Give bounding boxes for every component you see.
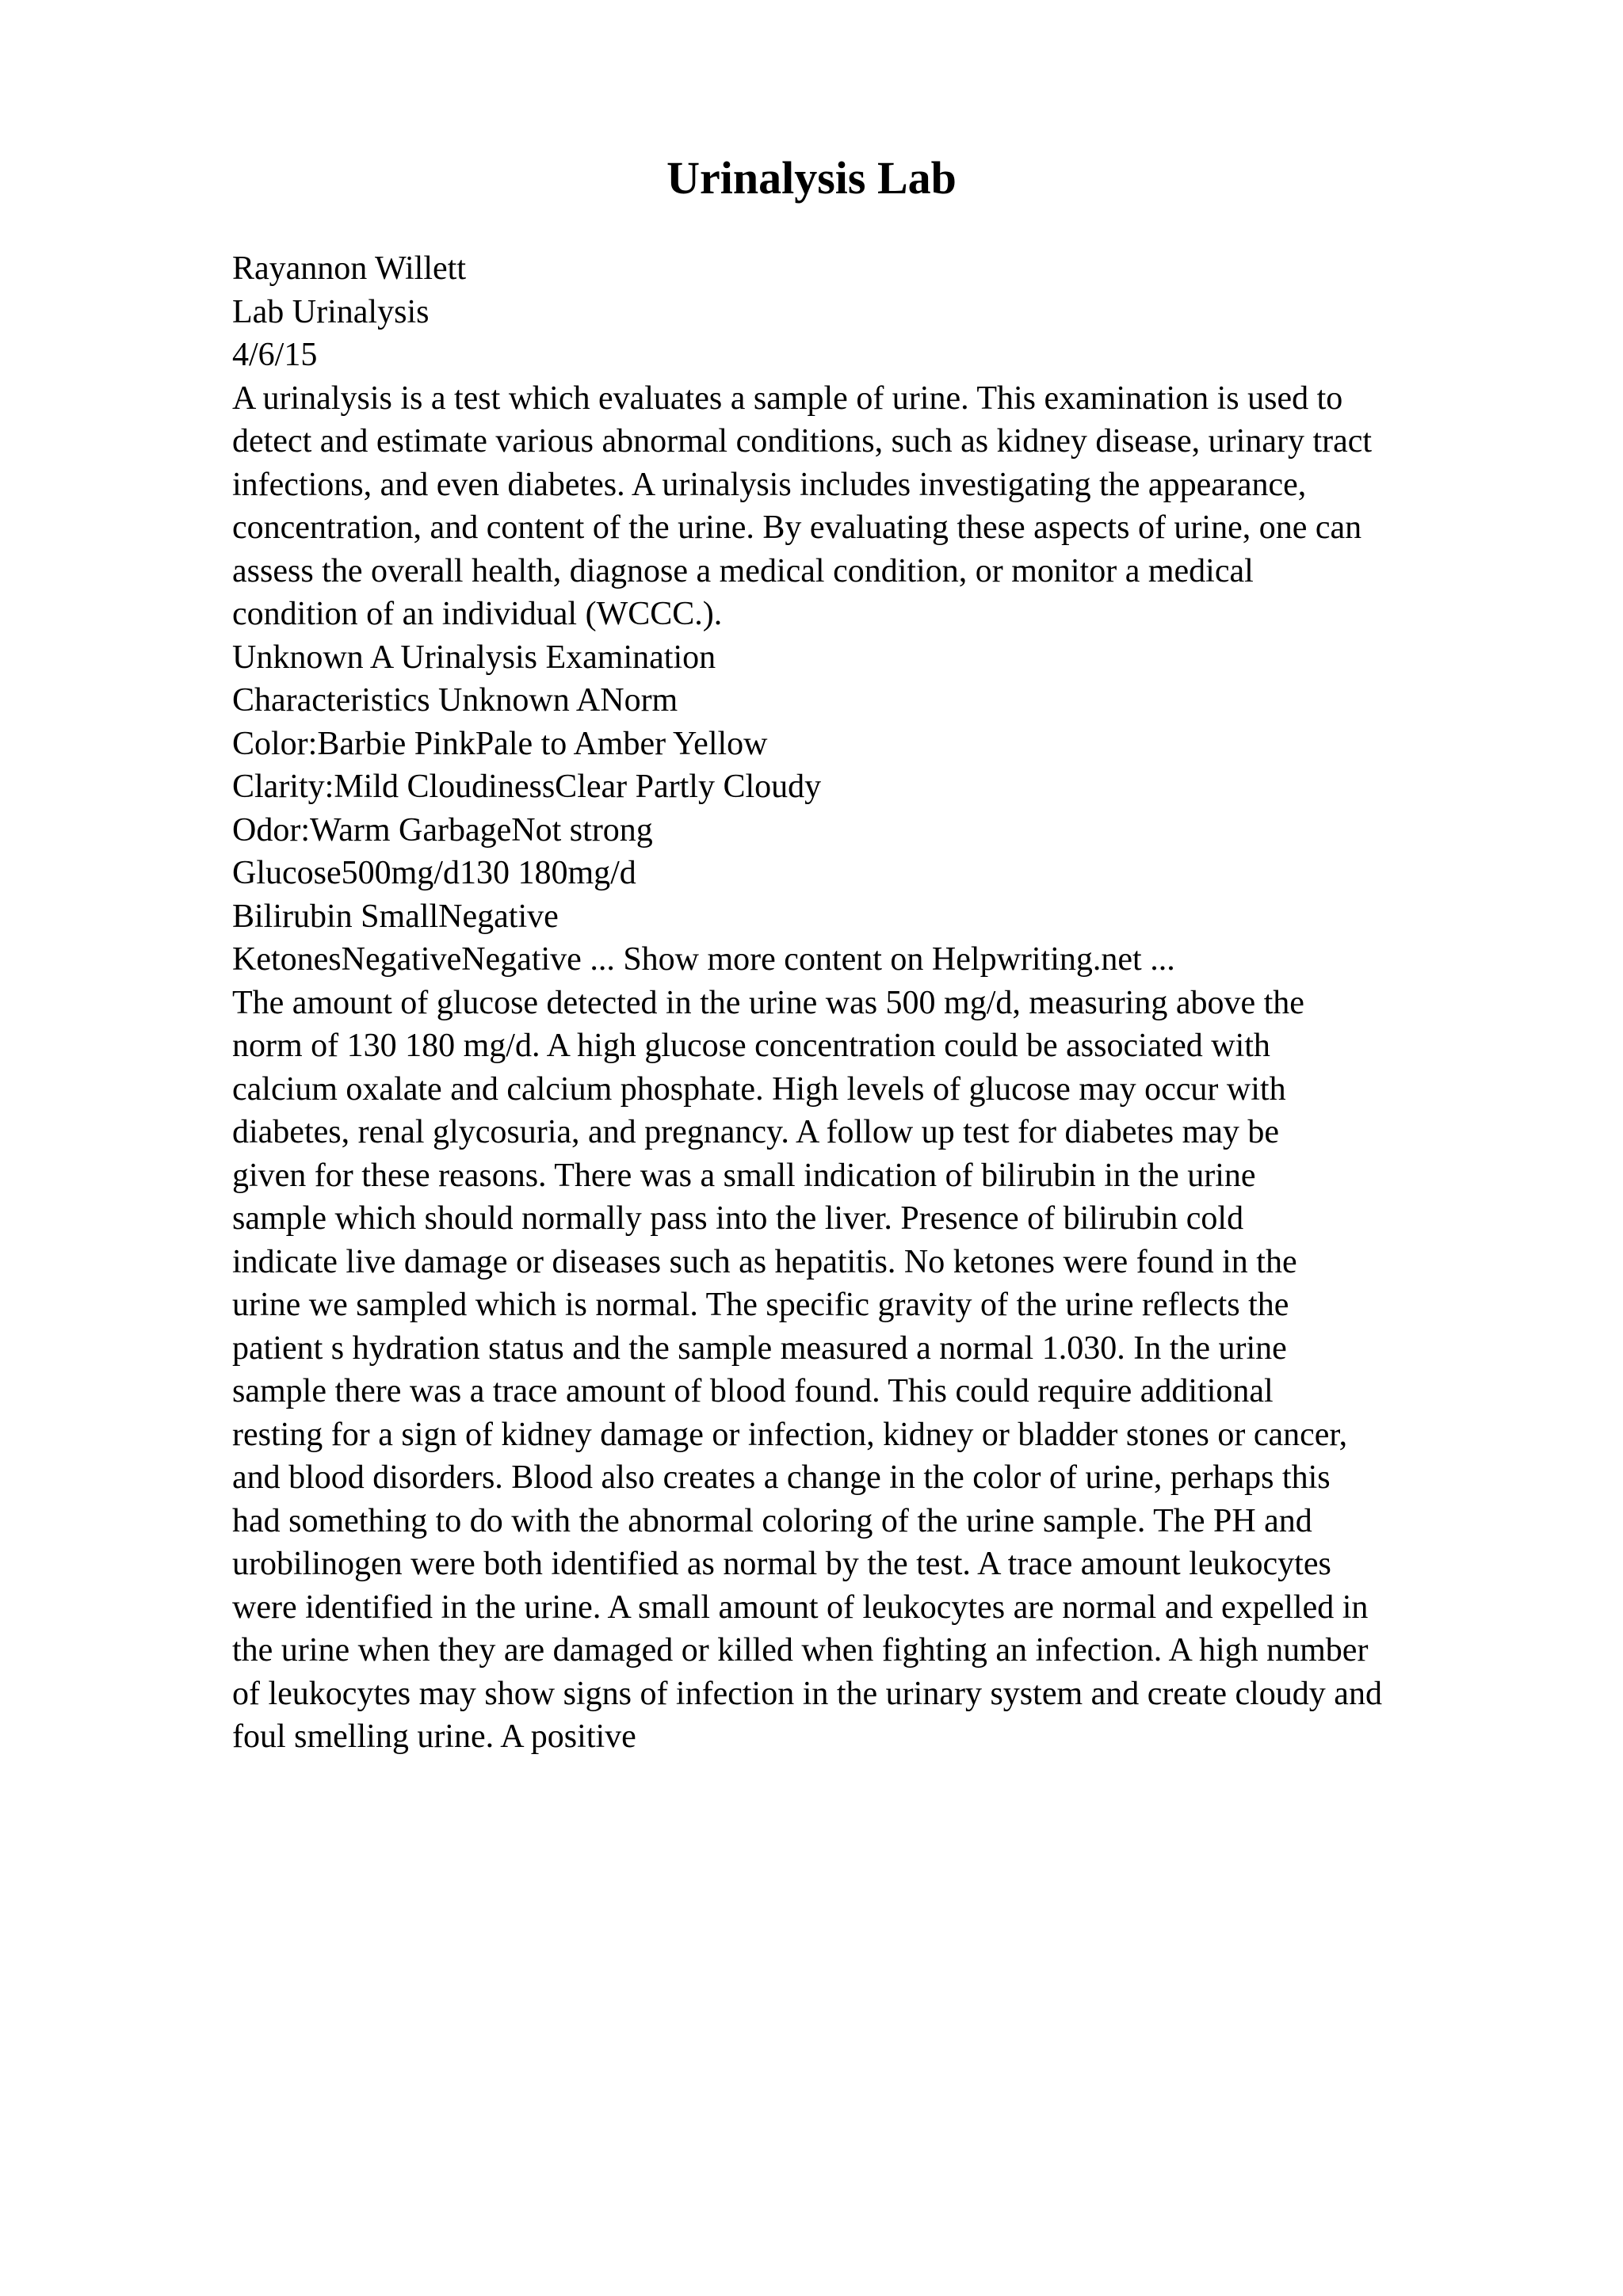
course-line: Lab Urinalysis [232, 293, 430, 330]
text-line: were identified in the urine. A small amount of leukocytes are normal and expelled in [232, 1589, 1369, 1626]
text-line: patient s hydration status and the sample measured a normal 1.030. In the urine [232, 1329, 1287, 1367]
text-line: the urine when they are damaged or killed when fighting an infection. A high number [232, 1632, 1369, 1669]
document-body [232, 247, 1595, 1759]
text-line: Color:Barbie PinkPale to Amber Yellow [232, 725, 768, 762]
text-line: had something to do with the abnormal coloring of the urine sample. The PH and [232, 1502, 1312, 1539]
text-line: urine we sampled which is normal. The specific gravity of the urine reflects the [232, 1287, 1289, 1323]
text-line: Glucose500mg/d130 180mg/d [232, 855, 636, 891]
text-line: Unknown A Urinalysis Examination [232, 639, 716, 676]
text-line: sample which should normally pass into the liver. Presence of bilirubin cold [232, 1200, 1244, 1237]
text-line: urobilinogen were both identified as normal by the test. A trace amount leukocytes [232, 1546, 1331, 1582]
text-line: detect and estimate various abnormal conditions, such as kidney disease, urinary tract [232, 423, 1373, 460]
text-line: The amount of glucose detected in the urine was 500 mg/d, measuring above the [232, 984, 1304, 1021]
text-line: sample there was a trace amount of blood found. This could require additional [232, 1373, 1274, 1409]
text-line: diabetes, renal glycosuria, and pregnancy. A follow up test for diabetes may be [232, 1114, 1280, 1150]
text-line: concentration, and content of the urine. By evaluating these aspects of urine, one can [232, 509, 1362, 546]
author-line: Rayannon Willett [232, 250, 466, 287]
text-line: Odor:Warm GarbageNot strong [232, 811, 653, 849]
text-line: Bilirubin SmallNegative [232, 898, 559, 935]
text-line: foul smelling urine. A positive [232, 1718, 636, 1755]
text-line: resting for a sign of kidney damage or infection, kidney or bladder stones or cancer, [232, 1416, 1348, 1453]
text-line: assess the overall health, diagnose a medical condition, or monitor a medical [232, 552, 1254, 589]
document-title: Urinalysis Lab [666, 152, 957, 204]
date-line: 4/6/15 [232, 337, 318, 373]
text-line: Clarity:Mild CloudinessClear Partly Cloudy [232, 769, 822, 805]
text-line: of leukocytes may show signs of infection in the urinary system and create cloudy and [232, 1675, 1382, 1712]
text-line: norm of 130 180 mg/d. A high glucose concentration could be associated with [232, 1028, 1270, 1064]
text-line: and blood disorders. Blood also creates a change in the color of urine, perhaps this [232, 1459, 1331, 1496]
text-line: condition of an individual (WCCC.). [232, 596, 723, 632]
text-line: Characteristics Unknown ANorm [232, 682, 678, 719]
text-line: indicate live damage or diseases such as hepatitis. No ketones were found in the [232, 1243, 1297, 1280]
text-line: KetonesNegativeNegative ... Show more content on Helpwriting.net ... [232, 941, 1175, 978]
text-line: infections, and even diabetes. A urinalysis includes investigating the appearance, [232, 466, 1307, 503]
text-line: calcium oxalate and calcium phosphate. High levels of glucose may occur with [232, 1070, 1286, 1108]
text-line: given for these reasons. There was a small indication of bilirubin in the urine [232, 1157, 1256, 1194]
text-line: A urinalysis is a test which evaluates a sample of urine. This examination is used to [232, 379, 1343, 417]
